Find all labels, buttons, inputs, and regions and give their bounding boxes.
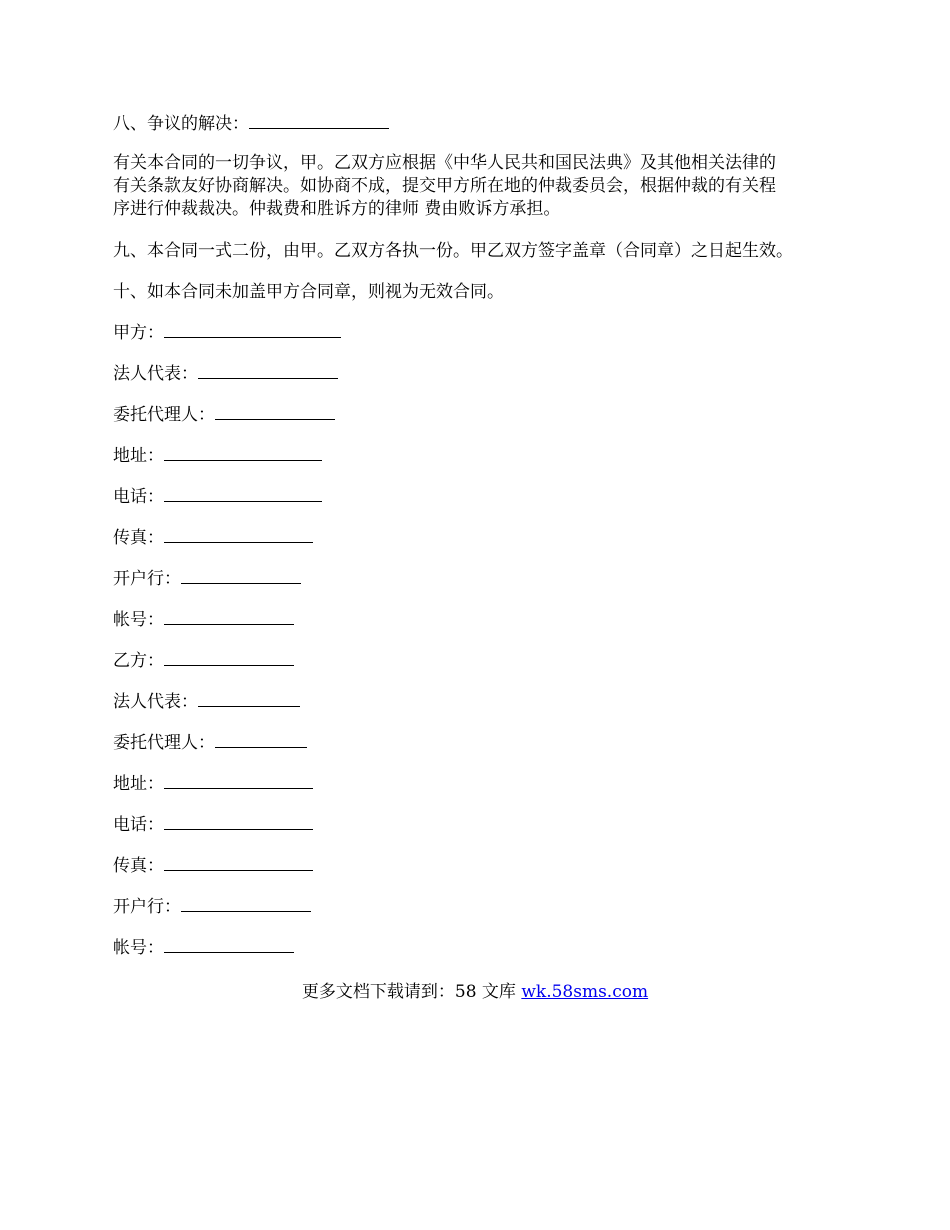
field-label: 帐号： (113, 938, 164, 958)
field-label: 地址： (113, 774, 164, 794)
footer-link[interactable]: wk.58sms.com (521, 982, 649, 1002)
field-label: 法人代表： (113, 692, 198, 712)
party-b-legal-rep-blank (198, 690, 300, 707)
party-a-account-blank (164, 608, 294, 625)
field-label: 传真： (113, 856, 164, 876)
party-a-fax-field (113, 526, 313, 550)
field-label: 委托代理人： (113, 405, 215, 425)
field-label: 开户行： (113, 897, 181, 917)
field-label: 帐号： (113, 610, 164, 630)
field-label: 传真： (113, 528, 164, 548)
party-b-address-field (113, 772, 313, 796)
section10-text: 十、如本合同未加盖甲方合同章，则视为无效合同。 (113, 282, 504, 302)
party-a-bank-field (113, 567, 301, 591)
field-label: 乙方： (113, 651, 164, 671)
party-b-legal-rep-field (113, 690, 300, 714)
party-b-fax-field (113, 854, 313, 878)
footer (0, 980, 950, 1004)
field-label: 开户行： (113, 569, 181, 589)
party-a-bank-blank (181, 567, 301, 584)
field-label: 地址： (113, 446, 164, 466)
party-b-phone-field (113, 813, 313, 837)
party-b-agent-blank (215, 731, 307, 748)
party-a-agent-field (113, 403, 335, 427)
party-a-phone-field (113, 485, 322, 509)
section8-heading-text: 八、争议的解决： (113, 114, 249, 134)
party-b-phone-blank (164, 813, 313, 830)
section9-text: 九、本合同一式二份，由甲。乙双方各执一份。甲乙双方签字盖章（合同章）之日起生效。 (113, 241, 793, 261)
party-b-bank-blank (181, 895, 311, 912)
party-a-legal-rep-field (113, 362, 338, 386)
party-a-account-field (113, 608, 294, 632)
paragraph-line: 有关本合同的一切争议，甲。乙双方应根据《中华人民共和国民法典》及其他相关法律的 (113, 153, 776, 173)
party-b-name-blank (164, 649, 294, 666)
paragraph-line: 有关条款友好协商解决。如协商不成，提交甲方所在地的仲裁委员会，根据仲裁的有关程 (113, 176, 776, 196)
party-a-address-blank (164, 444, 322, 461)
field-label: 委托代理人： (113, 733, 215, 753)
party-a-name-blank (164, 321, 341, 338)
party-b-bank-field (113, 895, 311, 919)
section8-heading (113, 112, 389, 136)
footer-text: 更多文档下载请到：58 文库 (301, 982, 522, 1002)
party-a-address-field (113, 444, 322, 468)
field-label: 电话： (113, 487, 164, 507)
party-b-field (113, 649, 294, 673)
party-a-field (113, 321, 341, 345)
party-b-fax-blank (164, 854, 313, 871)
paragraph-line: 序进行仲裁裁决。仲裁费和胜诉方的律师 费由败诉方承担。 (113, 199, 561, 219)
section8-paragraph (113, 152, 853, 221)
party-b-address-blank (164, 772, 313, 789)
party-b-account-blank (164, 936, 294, 953)
party-a-fax-blank (164, 526, 313, 543)
party-a-phone-blank (164, 485, 322, 502)
party-a-legal-rep-blank (198, 362, 338, 379)
field-label: 法人代表： (113, 364, 198, 384)
field-label: 电话： (113, 815, 164, 835)
dispute-blank (249, 112, 389, 129)
party-a-agent-blank (215, 403, 335, 420)
party-b-agent-field (113, 731, 307, 755)
party-b-account-field (113, 936, 294, 960)
field-label: 甲方： (113, 323, 164, 343)
